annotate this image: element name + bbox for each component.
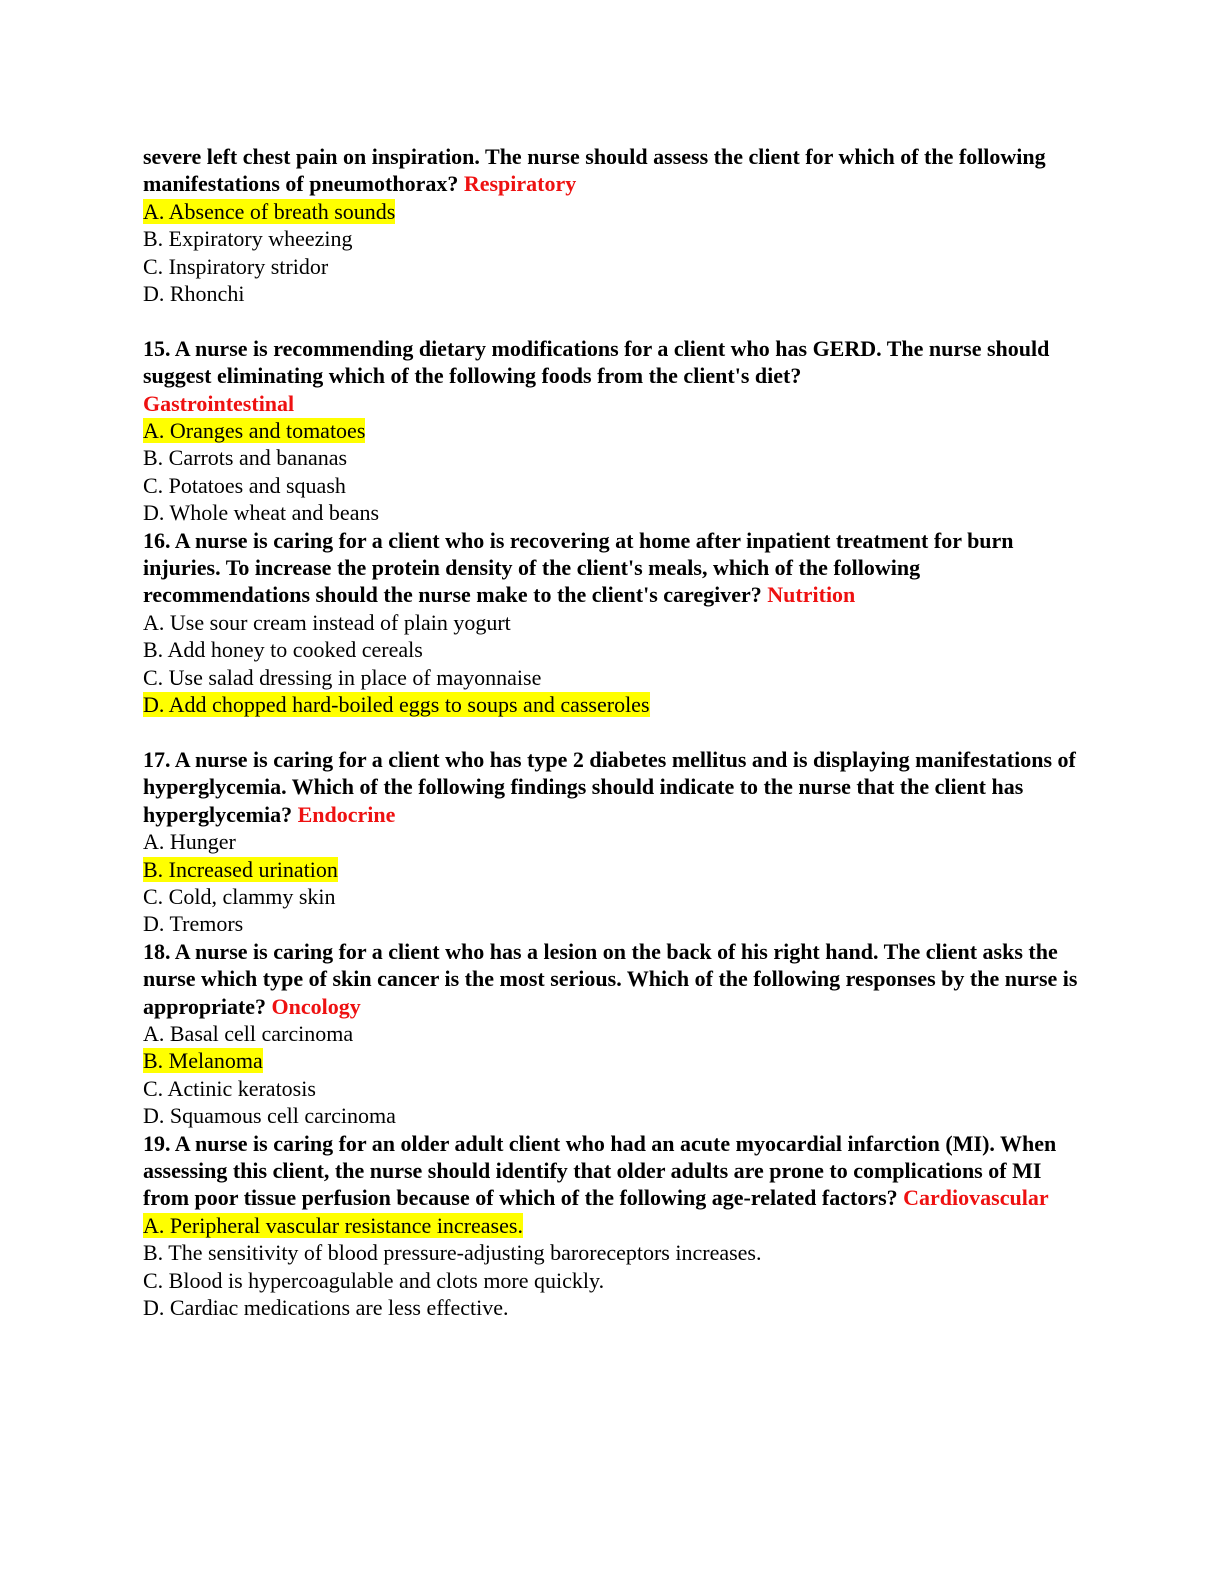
category-label: Nutrition [767,582,856,608]
question-19 [143,1130,1078,1322]
option-c: C. Actinic keratosis [143,1075,316,1101]
question-stem [143,1130,1078,1212]
option-c: C. Potatoes and squash [143,472,346,498]
option-b: B. Expiratory wheezing [143,226,353,252]
question-stem [143,143,1078,198]
question-text: 15. A nurse is recommending dietary modifications for a client who has GERD. The nurse should suggest eliminating which of the following foods from the client's diet? [143,335,1050,389]
option-d: D. Rhonchi [143,281,245,307]
option-d: D. Squamous cell carcinoma [143,1103,396,1129]
question-14 [143,143,1078,307]
correct-answer-highlight: A. Oranges and tomatoes [143,418,366,444]
option-c: C. Cold, clammy skin [143,883,336,909]
option-d [143,691,1078,718]
question-17 [143,746,1078,938]
question-text: 19. A nurse is caring for an older adult client who had an acute myocardial infarction (MI). When assessing this client, the nurse should identify that older adults are prone to complications of MI from poor tissue perfusion because of which of the following age-related factors? [143,1130,1057,1211]
option-d: D. Whole wheat and beans [143,500,380,526]
option-b: B. Carrots and bananas [143,445,348,471]
option-c: C. Inspiratory stridor [143,253,329,279]
question-stem [143,746,1078,828]
correct-answer-highlight: B. Melanoma [143,1048,263,1074]
option-b [143,1047,1078,1074]
option-b [143,856,1078,883]
correct-answer-highlight: A. Absence of breath sounds [143,198,396,224]
option-a: A. Use sour cream instead of plain yogurt [143,609,511,635]
question-stem [143,527,1078,609]
option-d: D. Tremors [143,911,244,937]
question-18 [143,938,1078,1130]
option-d: D. Cardiac medications are less effective. [143,1295,509,1321]
option-a [143,1212,1078,1239]
option-b: B. The sensitivity of blood pressure-adjusting baroreceptors increases. [143,1240,762,1266]
question-stem [143,938,1078,1020]
option-b: B. Add honey to cooked cereals [143,637,423,663]
option-c: C. Blood is hypercoagulable and clots more quickly. [143,1267,605,1293]
question-text: 17. A nurse is caring for a client who has type 2 diabetes mellitus and is displaying manifestations of hyperglycemia. Which of the following findings should indicate to the nurse that the client has hyperglycemia? [143,746,1076,827]
question-stem [143,335,1078,417]
blank-line [143,307,1078,334]
blank-line [143,719,1078,746]
option-c: C. Use salad dressing in place of mayonnaise [143,664,542,690]
question-15 [143,335,1078,527]
question-text: severe left chest pain on inspiration. The nurse should assess the client for which of the following manifestations of pneumothorax? [143,144,1046,197]
category-label: Cardiovascular [903,1185,1049,1211]
option-a: A. Basal cell carcinoma [143,1020,354,1046]
correct-answer-highlight: B. Increased urination [143,856,338,882]
option-a: A. Hunger [143,829,236,855]
correct-answer-highlight: A. Peripheral vascular resistance increases. [143,1212,523,1238]
category-label: Endocrine [297,801,396,827]
category-label: Oncology [271,993,361,1019]
document-page [143,143,1078,1321]
option-a [143,417,1078,444]
question-text: 18. A nurse is caring for a client who has a lesion on the back of his right hand. The client asks the nurse which type of skin cancer is the most serious. Which of the following responses by the nurse is appropriate? [143,938,1078,1019]
question-text: 16. A nurse is caring for a client who is recovering at home after inpatient treatment for burn injuries. To increase the protein density of the client's meals, which of the following recommendations should the nurse make to the client's caregiver? [143,527,1014,608]
category-label: Gastrointestinal [143,390,295,416]
question-16 [143,527,1078,719]
category-label: Respiratory [463,171,577,197]
correct-answer-highlight: D. Add chopped hard-boiled eggs to soups and casseroles [143,692,650,718]
option-a [143,198,1078,225]
